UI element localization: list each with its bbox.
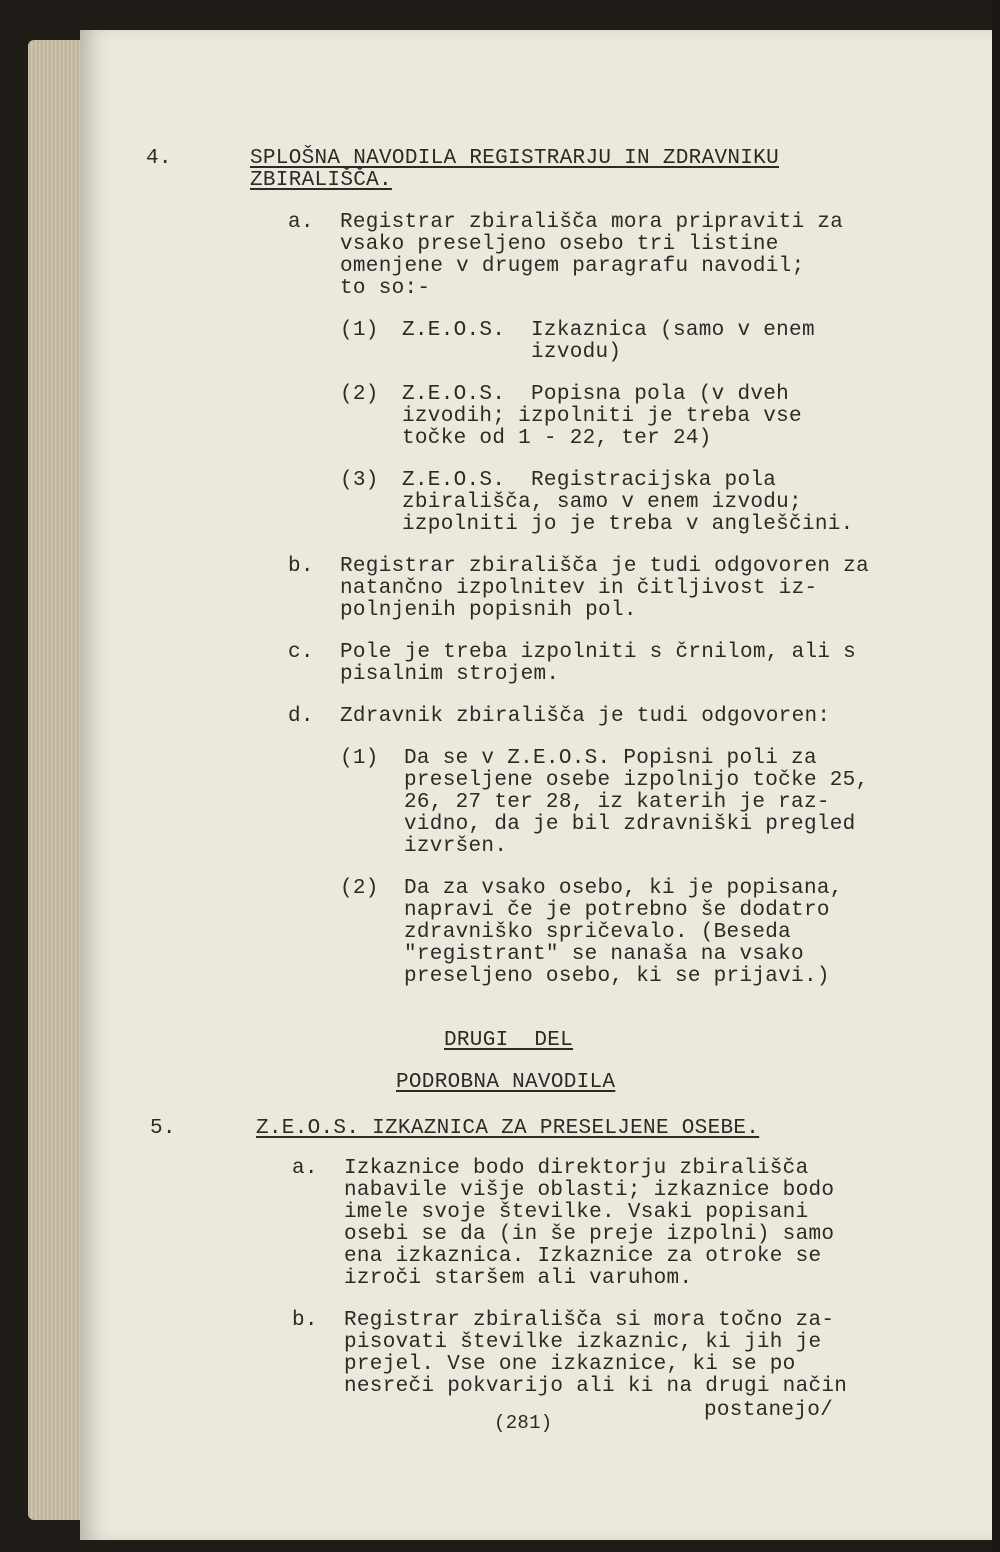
item-line: preseljene osebe izpolnijo točke 25,	[404, 769, 869, 792]
item-line: izvodu)	[402, 341, 622, 364]
item-label: (2)	[340, 877, 379, 900]
item-line: polnjenih popisnih pol.	[340, 599, 637, 622]
item-label: c.	[288, 641, 314, 664]
item-label: b.	[292, 1309, 318, 1332]
section-4-number: 4.	[146, 147, 172, 170]
item-line: Z.E.O.S. Registracijska pola	[402, 469, 777, 492]
item-line: vidno, da je bil zdravniški pregled	[404, 813, 856, 836]
item-line: nesreči pokvarijo ali ki na drugi način	[344, 1375, 848, 1398]
item-line: Izkaznice bodo direktorju zbirališča	[344, 1157, 809, 1180]
item-line: vsako preseljeno osebo tri listine	[340, 233, 779, 256]
item-line: izpolniti jo je treba v angleščini.	[402, 513, 854, 536]
item-line: nabavile višje oblasti; izkaznice bodo	[344, 1179, 835, 1202]
part-subtitle: PODROBNA NAVODILA	[396, 1071, 616, 1094]
item-line: ena izkaznica. Izkaznice za otroke se	[344, 1245, 822, 1268]
item-line: preseljeno osebo, ki se prijavi.)	[404, 965, 830, 988]
item-label: b.	[288, 555, 314, 578]
item-line: Registrar zbirališča mora pripraviti za	[340, 211, 844, 234]
item-line: natančno izpolnitev in čitljivost iz-	[340, 577, 818, 600]
item-label: (1)	[340, 319, 379, 342]
item-label: a.	[288, 211, 314, 234]
item-line: zdravniško spričevalo. (Beseda	[404, 921, 792, 944]
catchword: postanejo/	[704, 1399, 834, 1422]
item-label: (1)	[340, 747, 379, 770]
item-label: (2)	[340, 383, 379, 406]
item-line: Pole je treba izpolniti s črnilom, ali s	[340, 641, 857, 664]
item-line: pisovati številke izkaznic, ki jih je	[344, 1331, 822, 1354]
item-line: omenjene v drugem paragrafu navodil;	[340, 255, 805, 278]
right-border	[992, 0, 1000, 1552]
item-line: osebi se da (in še preje izpolni) samo	[344, 1223, 835, 1246]
item-line: pisalnim strojem.	[340, 663, 560, 686]
item-line: zbirališča, samo v enem izvodu;	[402, 491, 802, 514]
section-5-number: 5.	[150, 1117, 176, 1140]
item-line: izvodih; izpolniti je treba vse	[402, 405, 802, 428]
section-4-heading-line2: ZBIRALIŠČA.	[250, 169, 392, 192]
item-label: (3)	[340, 469, 379, 492]
item-line: Zdravnik zbirališča je tudi odgovoren:	[340, 705, 831, 728]
item-line: Da za vsako osebo, ki je popisana,	[404, 877, 843, 900]
item-line: prejel. Vse one izkaznice, ki se po	[344, 1353, 796, 1376]
part-title: DRUGI DEL	[444, 1029, 574, 1052]
item-line: Z.E.O.S. Popisna pola (v dveh	[402, 383, 790, 406]
item-label: d.	[288, 705, 314, 728]
item-line: Da se v Z.E.O.S. Popisni poli za	[404, 747, 817, 770]
item-line: "registrant" se nanaša na vsako	[404, 943, 804, 966]
item-line: točke od 1 - 22, ter 24)	[402, 427, 712, 450]
item-line: Registrar zbirališča je tudi odgovoren za	[340, 555, 869, 578]
item-line: imele svoje številke. Vsaki popisani	[344, 1201, 809, 1224]
item-line: to so:-	[340, 277, 431, 300]
item-line: Registrar zbirališča si mora točno za-	[344, 1309, 835, 1332]
section-4-heading-line1: SPLOŠNA NAVODILA REGISTRARJU IN ZDRAVNIKU	[250, 147, 779, 170]
item-line: Z.E.O.S. Izkaznica (samo v enem	[402, 319, 815, 342]
item-label: a.	[292, 1157, 318, 1180]
book-page-edges	[28, 40, 84, 1520]
page-number: (281)	[494, 1412, 553, 1434]
item-line: napravi če je potrebno še dodatro	[404, 899, 830, 922]
item-line: izvršen.	[404, 835, 508, 858]
item-line: 26, 27 ter 28, iz katerih je raz-	[404, 791, 830, 814]
section-5-heading: Z.E.O.S. IZKAZNICA ZA PRESELJENE OSEBE.	[256, 1117, 760, 1140]
item-line: izroči staršem ali varuhom.	[344, 1267, 693, 1290]
